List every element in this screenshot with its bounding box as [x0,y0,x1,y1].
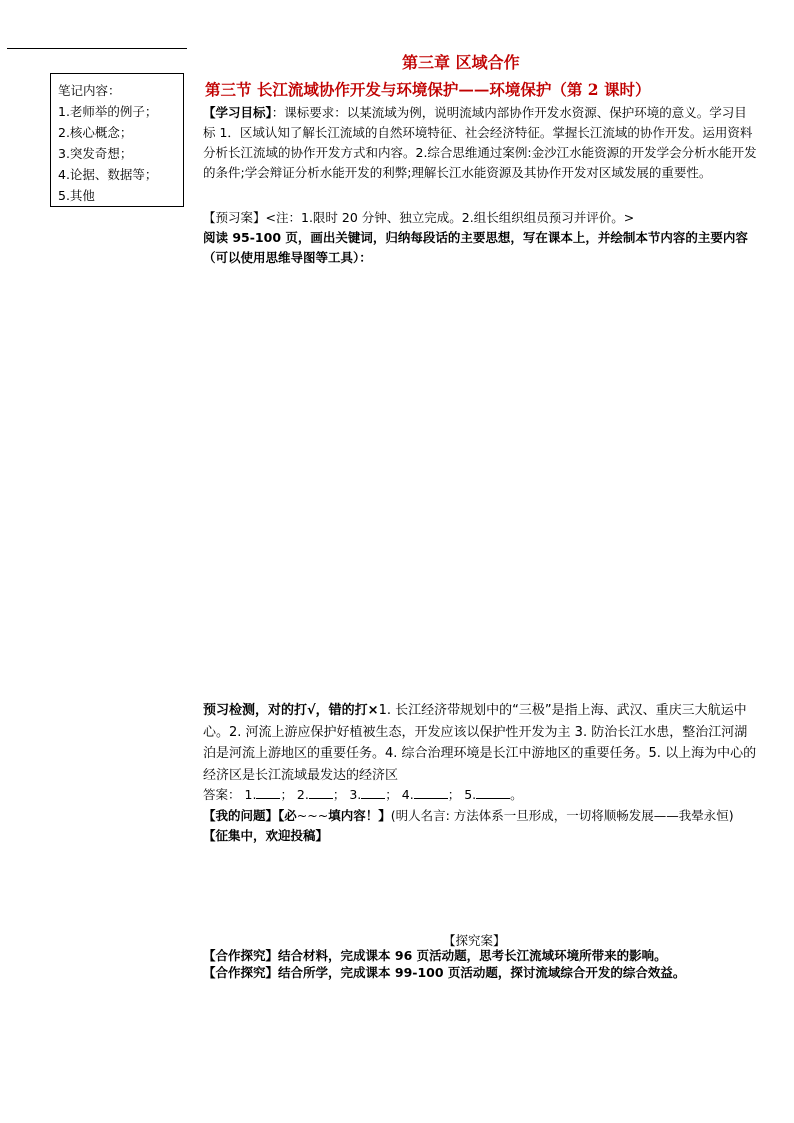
answer-number: 5. [464,787,477,802]
wavy-mark: ~~~ [296,808,329,823]
coop-explore-1 [203,947,758,964]
notes-item: 2.核心概念； [58,125,133,140]
check-label: 预习检测，对的打√，错的打× [203,703,379,718]
coop-label: 【合作探究】 [203,948,279,963]
answers-line: 答案： 1. ； 2. ； 3. ； 4. ； 5. 。 [203,787,523,802]
answer-number: 3. [349,787,362,802]
chapter-title: 第三章 区域合作 [402,53,520,72]
famous-quote: (明人名言: 方法体系一旦形成，一切将顺畅发展——我晕永恒) [390,808,734,823]
notes-item: 3.突发奇想； [58,146,133,161]
answer-number: 1. [244,787,257,802]
preview-label: 【预习案】 [203,210,266,225]
notes-title: 笔记内容： [58,83,121,98]
coop-explore-2 [203,964,758,981]
goals-label: 【学习目标】 [203,105,272,120]
must-fill-label: 【必 [278,808,297,823]
notes-item: 5.其他 [58,188,95,203]
header-rule [7,48,187,49]
answer-blank[interactable] [256,798,280,799]
coop-text: 结合所学，完成课本 99-100 页活动题，探讨流域综合开发的综合效益。 [278,965,686,980]
submission-label: 【征集中，欢迎投稿】 [203,828,329,843]
answers-label: 答案： [203,787,241,802]
learning-goals [203,103,758,183]
answer-number: 4. [401,787,414,802]
answer-blank[interactable] [309,798,333,799]
question-label: 【我的问题】 [203,808,279,823]
answer-blank[interactable] [476,798,510,799]
answer-blank[interactable] [414,798,448,799]
coop-label: 【合作探究】 [203,965,279,980]
notes-item: 1.老师举的例子； [58,104,158,119]
explore-title: 【探究案】 [443,933,506,948]
preview-note [203,208,758,228]
section-title: 第三节 长江流域协作开发与环境保护——环境保护（第 2 课时） [205,80,651,99]
answer-number: 2. [296,787,309,802]
notes-box [50,73,184,207]
must-fill-label-end: 填内容！】 [328,808,391,823]
my-question [203,806,758,846]
preview-check [203,700,758,786]
preview-instruction: 阅读 95-100 页，画出关键词，归纳每段话的主要思想，写在课本上，并绘制本节内容的主要内容（可以使用思维导图等工具）： [203,230,748,265]
answer-blank[interactable] [361,798,385,799]
check-text: 1. 长江经济带规划中的“三极”是指上海、武汉、重庆三大航运中心。2. 河流上游应保护好植被生态，开发应该以保护性开发为主 3. 防治长江水患，整治江河湖泊是河流上游地区的重要任务。4. 综合治理环境是长江中游地区的重要任务。5. 以上海为中心的经济区是长江流域最发达的经济区 [203,703,757,783]
preview-note-text: <注：1.限时 20 分钟、独立完成。2.组长组织组员预习并评价。> [265,210,635,225]
goals-text: ：课标要求：以某流域为例，说明流域内部协作开发水资源、保护环境的意义。学习目标 1．区域认知了解长江流域的自然环境特征、社会经济特征。掌握长江流域的协作开发。运用资料分析长江流域的协作开发方式和内容。2.综合思维通过案例:金沙江水能资源的开发学会分析水能开发的条件;学会辩证分析水能开发的利弊;理解长江水能资源及其协作开发对区域发展的重要性。 [203,105,757,180]
coop-text: 结合材料，完成课本 96 页活动题，思考长江流域环境所带来的影响。 [278,948,667,963]
notes-item: 4.论据、数据等； [58,167,158,182]
